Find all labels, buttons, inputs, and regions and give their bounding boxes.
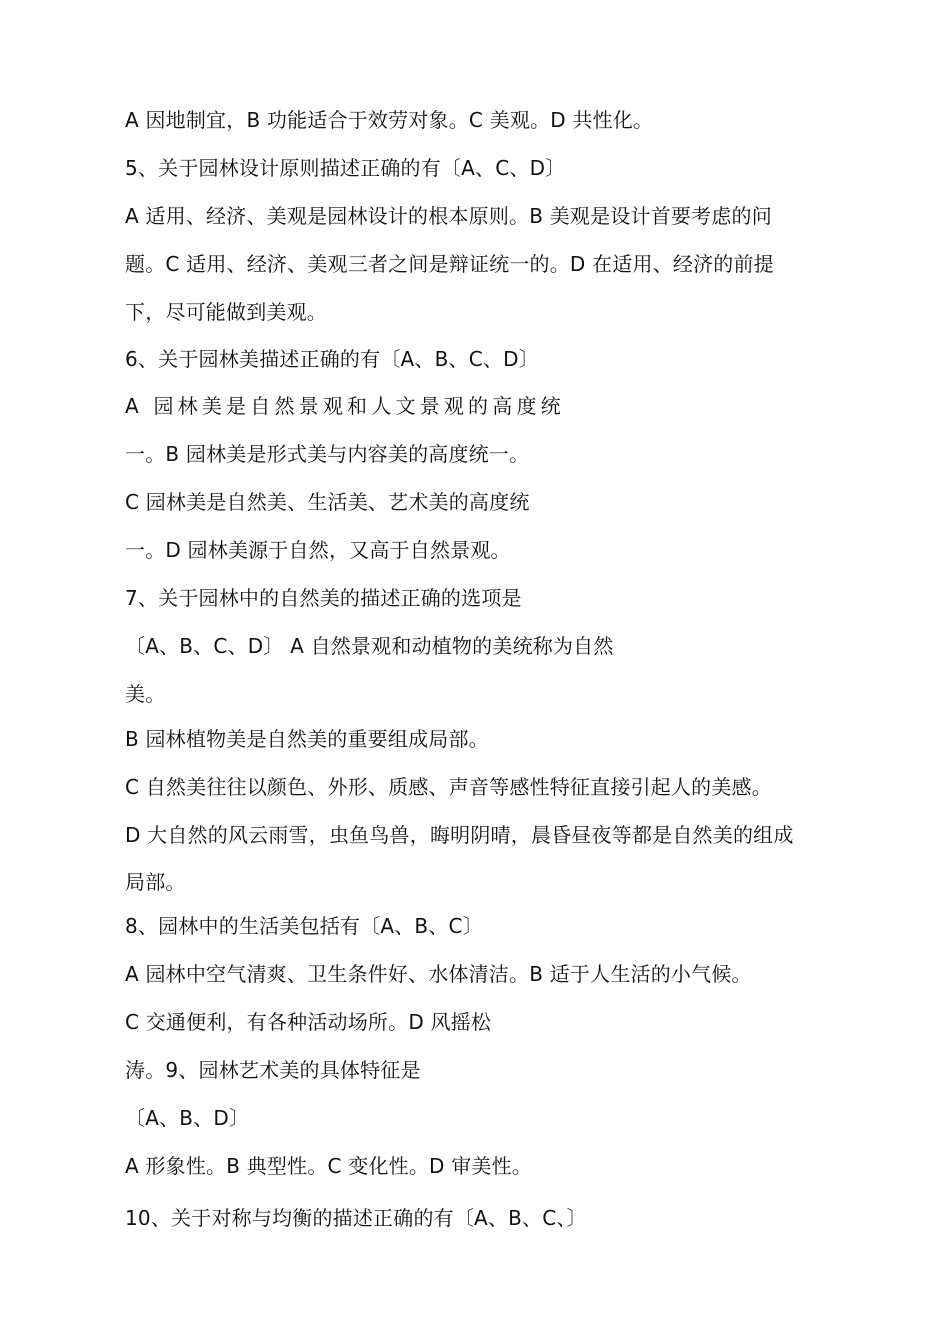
text-line: 一。D 园林美源于自然，又高于自然景观。 bbox=[125, 538, 511, 562]
text-line: A 园林美是自然景观和人文景观的高度统 bbox=[125, 394, 565, 418]
question-heading: 5、关于园林设计原则描述正确的有〔A、C、D〕 bbox=[125, 156, 566, 180]
text-line: 一。B 园林美是形式美与内容美的高度统一。 bbox=[125, 442, 530, 466]
text-line: C 自然美往往以颜色、外形、质感、声音等感性特征直接引起人的美感。 bbox=[125, 775, 772, 799]
text-line: B 园林植物美是自然美的重要组成局部。 bbox=[125, 727, 489, 751]
question-heading: 10、关于对称与均衡的描述正确的有〔A、B、C、〕 bbox=[125, 1206, 587, 1230]
text-line: D 大自然的风云雨雪，虫鱼鸟兽，晦明阴晴，晨昏昼夜等都是自然美的组成 bbox=[125, 823, 794, 847]
question-heading: 8、园林中的生活美包括有〔A、B、C〕 bbox=[125, 914, 483, 938]
question-heading: 6、关于园林美描述正确的有〔A、B、C、D〕 bbox=[125, 347, 539, 371]
text-line: A 形象性。B 典型性。C 变化性。D 审美性。 bbox=[125, 1154, 532, 1178]
text-line: C 园林美是自然美、生活美、艺术美的高度统 bbox=[125, 490, 530, 514]
question-heading: 涛。9、园林艺术美的具体特征是 bbox=[125, 1058, 421, 1082]
text-line: A 适用、经济、美观是园林设计的根本原则。B 美观是设计首要考虑的问 bbox=[125, 204, 772, 228]
text-line: C 交通便利，有各种活动场所。D 风摇松 bbox=[125, 1010, 492, 1034]
text-line: A 园林中空气清爽、卫生条件好、水体清洁。B 适于人生活的小气候。 bbox=[125, 962, 752, 986]
text-line: A 因地制宜，B 功能适合于效劳对象。C 美观。D 共性化。 bbox=[125, 108, 654, 132]
question-heading: 7、关于园林中的自然美的描述正确的选项是 bbox=[125, 586, 522, 610]
text-line: 美。 bbox=[125, 682, 166, 706]
text-line: 题。C 适用、经济、美观三者之间是辩证统一的。D 在适用、经济的前提 bbox=[125, 252, 774, 276]
text-line: 〔A、B、D〕 bbox=[125, 1106, 250, 1130]
text-line: 局部。 bbox=[125, 870, 186, 894]
text-line: 下，尽可能做到美观。 bbox=[125, 300, 327, 324]
question-heading: 〔A、B、C、D〕 A 自然景观和动植物的美统称为自然 bbox=[125, 634, 614, 658]
